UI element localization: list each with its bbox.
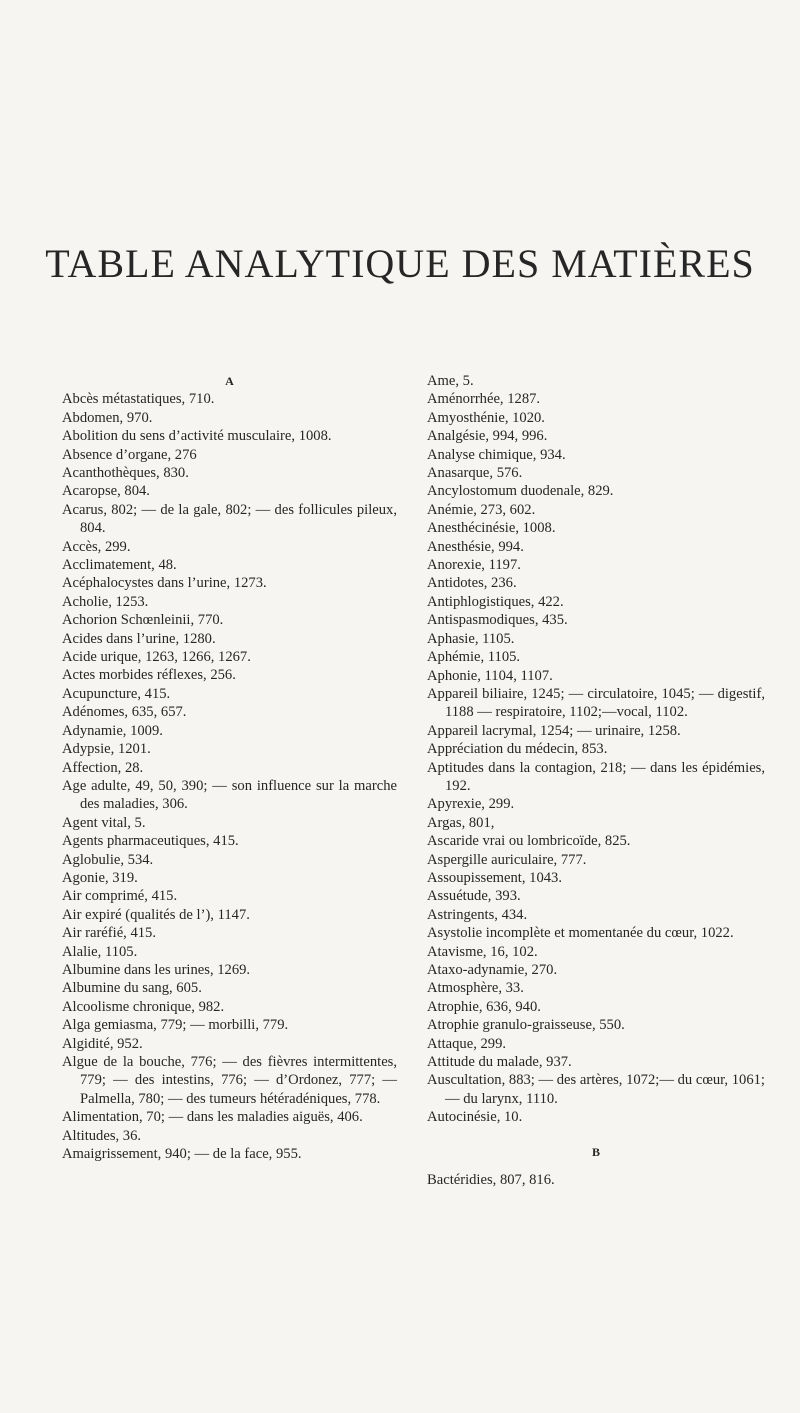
- index-entry: Affection, 28.: [62, 759, 144, 776]
- index-entry: Anesthécinésie, 1008.: [427, 520, 556, 537]
- section-letter-a: A: [225, 374, 234, 388]
- index-entry: Appréciation du médecin, 853.: [427, 741, 608, 758]
- index-entry: Abdomen, 970.: [62, 409, 153, 426]
- section-letter-b: B: [591, 1144, 600, 1159]
- index-entry: Achorion Schœnleinii, 770.: [62, 612, 224, 629]
- index-entry: Amyosthénie, 1020.: [427, 409, 545, 426]
- index-entry: Actes morbides réflexes, 256.: [62, 667, 236, 684]
- index-entry: Apyrexie, 299.: [427, 796, 515, 813]
- index-entry: Asystolie incomplète et momentanée du cœur, 1022.: [427, 925, 734, 942]
- index-entry: Bactéridies, 807, 816.: [427, 1172, 555, 1189]
- index-entry: Agonie, 319.: [62, 869, 138, 886]
- index-entry: Alimentation, 70; — dans les maladies aiguës, 406.: [62, 1109, 363, 1126]
- index-entry: Ame, 5.: [427, 373, 474, 389]
- index-entries-b: [427, 1171, 765, 1189]
- index-entry: Ataxo-adynamie, 270.: [427, 962, 558, 978]
- index-entry: Agent vital, 5.: [62, 814, 146, 831]
- index-entry: Analgésie, 994, 996.: [427, 428, 548, 445]
- index-entry: Alalie, 1105.: [62, 943, 138, 960]
- index-entry: Aspergille auriculaire, 777.: [427, 851, 587, 868]
- index-entry: Assuétude, 393.: [427, 888, 521, 905]
- index-entry: Acaropse, 804.: [62, 483, 150, 500]
- index-entry: Alga gemiasma, 779; — morbilli, 779.: [62, 1017, 289, 1034]
- index-entry: Aglobulie, 534.: [62, 851, 154, 868]
- index-entry: Adynamie, 1009.: [62, 722, 163, 739]
- index-entry: Age adulte, 49, 50, 390; — son influence sur la marche des maladies, 306.: [62, 777, 397, 813]
- index-entry: Appareil lacrymal, 1254; — urinaire, 1258.: [427, 722, 681, 739]
- index-entry: Acanthothèques, 830.: [62, 465, 189, 482]
- index-entry: Aménorrhée, 1287.: [427, 391, 541, 408]
- index-entry: Accès, 299.: [62, 538, 131, 555]
- index-entry: Abcès métastatiques, 710.: [62, 391, 215, 408]
- index-entry: Attitude du malade, 937.: [427, 1054, 572, 1071]
- index-entry: Atrophie granulo-graisseuse, 550.: [427, 1017, 625, 1034]
- index-entry: Altitudes, 36.: [62, 1127, 142, 1144]
- index-column-right: [427, 372, 765, 1189]
- index-entry: Aphémie, 1105.: [427, 649, 521, 666]
- index-entry: Analyse chimique, 934.: [427, 446, 566, 463]
- index-entry: Antidotes, 236.: [427, 575, 517, 592]
- index-entry: Agents pharmaceutiques, 415.: [62, 833, 239, 850]
- index-entry: Atmosphère, 33.: [427, 980, 524, 997]
- index-entry: Appareil biliaire, 1245; — circulatoire, 1045; — digestif, 1188 — respiratoire, 1102;—vocal, 1102.: [427, 685, 765, 721]
- index-entry: Aptitudes dans la contagion, 218; — dans les épidémies, 192.: [427, 759, 765, 794]
- index-entries-right: [427, 372, 765, 1127]
- index-entry: Adénomes, 635, 657.: [62, 704, 187, 721]
- index-entries-left: [62, 390, 397, 1163]
- page-title: TABLE ANALYTIQUE DES MATIÈRES: [45, 241, 755, 286]
- index-entry: Autocinésie, 10.: [427, 1109, 523, 1126]
- index-entry: Air comprimé, 415.: [62, 888, 178, 905]
- index-entry: Anorexie, 1197.: [427, 557, 521, 574]
- index-entry: Auscultation, 883; — des artères, 1072;— du cœur, 1061; — du larynx, 1110.: [427, 1072, 765, 1107]
- index-entry: Acide urique, 1263, 1266, 1267.: [62, 649, 251, 666]
- index-entry: Acéphalocystes dans l’urine, 1273.: [62, 575, 267, 592]
- index-entry: Aphonie, 1104, 1107.: [427, 667, 553, 684]
- index-entry: Acupuncture, 415.: [62, 685, 171, 702]
- index-entry: Albumine du sang, 605.: [62, 980, 202, 997]
- index-entry: Argas, 801,: [427, 814, 495, 831]
- index-entry: Ancylostomum duodenale, 829.: [427, 483, 614, 500]
- index-entry: Astringents, 434.: [427, 906, 528, 923]
- index-entry: Abolition du sens d’activité musculaire, 1008.: [62, 428, 332, 445]
- index-entry: Alcoolisme chronique, 982.: [62, 998, 225, 1015]
- index-entry: Anasarque, 576.: [427, 465, 523, 482]
- index-entry: Anémie, 273, 602.: [427, 501, 536, 518]
- index-entry: Atrophie, 636, 940.: [427, 998, 541, 1015]
- index-entry: Assoupissement, 1043.: [427, 869, 562, 886]
- index-entry: Anesthésie, 994.: [427, 538, 524, 555]
- index-entry: Air raréfié, 415.: [62, 925, 157, 942]
- index-entry: Acarus, 802; — de la gale, 802; — des follicules pileux, 804.: [62, 501, 397, 537]
- index-entry: Antispasmodiques, 435.: [427, 612, 568, 629]
- index-entry: Antiphlogistiques, 422.: [427, 593, 564, 610]
- index-column-left: [62, 372, 397, 1163]
- index-entry: Algidité, 952.: [62, 1035, 143, 1052]
- index-entry: Algue de la bouche, 776; — des fièvres intermittentes, 779; — des intestins, 776; — d’Ordonez, 777; — Palmella, 780; — des tumeurs hétéradéniques, 778.: [62, 1054, 397, 1107]
- index-entry: Adypsie, 1201.: [62, 741, 151, 758]
- index-entry: Atavisme, 16, 102.: [427, 943, 538, 960]
- index-entry: Ascaride vrai ou lombricoïde, 825.: [427, 833, 631, 850]
- index-entry: Attaque, 299.: [427, 1035, 507, 1052]
- index-entry: Amaigrissement, 940; — de la face, 955.: [62, 1146, 302, 1163]
- index-entry: Air expiré (qualités de l’), 1147.: [62, 906, 250, 923]
- index-entry: Aphasie, 1105.: [427, 630, 515, 647]
- index-entry: Albumine dans les urines, 1269.: [62, 961, 251, 978]
- index-entry: Absence d’organe, 276: [62, 446, 197, 463]
- index-entry: Acholie, 1253.: [62, 593, 149, 610]
- index-entry: Acclimatement, 48.: [62, 557, 177, 574]
- index-entry: Acides dans l’urine, 1280.: [62, 630, 216, 647]
